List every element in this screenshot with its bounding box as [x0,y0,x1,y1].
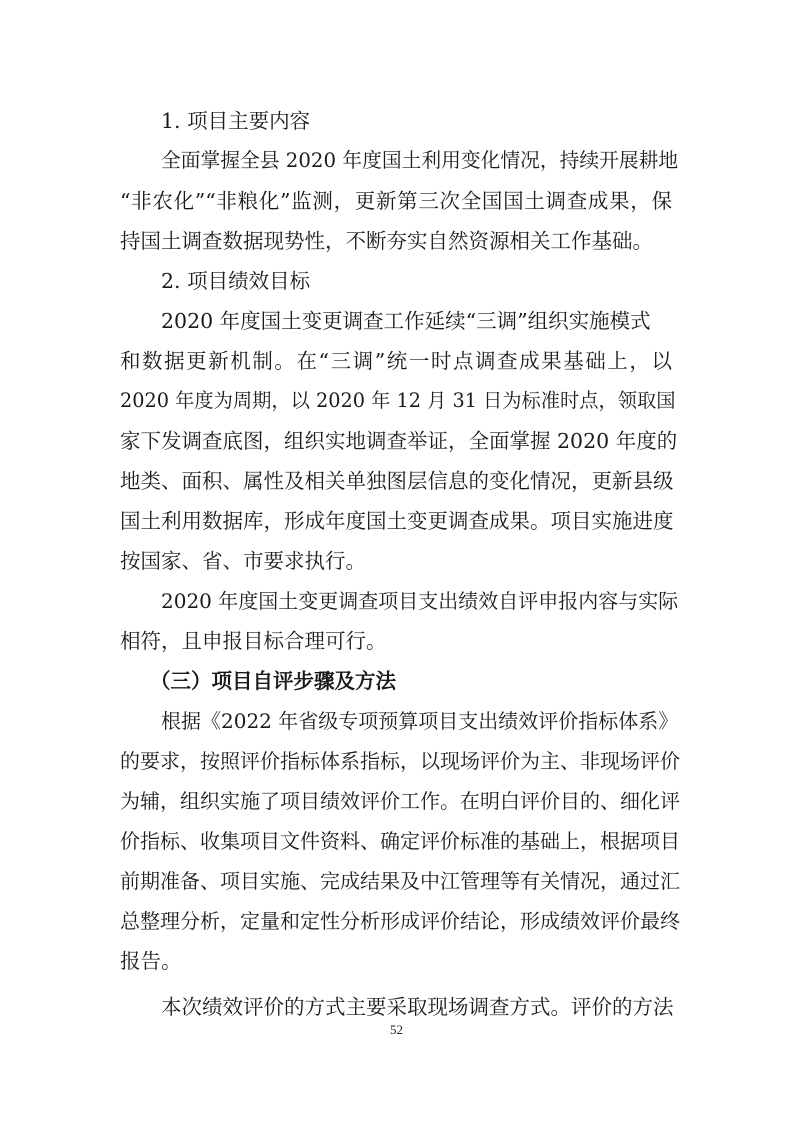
paragraph-line: 报告。 [120,949,182,973]
paragraph-line: “非农化”“非粮化”监测，更新第三次全国国土调查成果，保 [120,189,672,213]
heading-project-content: 1. 项目主要内容 [161,109,311,133]
heading-performance-goal: 2. 项目绩效目标 [161,269,311,293]
paragraph-line: 总整理分析，定量和定性分析形成评价结论，形成绩效评价最终 [120,909,680,933]
paragraph-line: 2020 年度为周期，以 2020 年 12 月 31 日为标准时点，领取国 [120,389,676,412]
paragraph-line: 本次绩效评价的方式主要采取现场调查方式。评价的方法 [161,995,674,1019]
paragraph-line: 前期准备、项目实施、完成结果及中江管理等有关情况，通过汇 [120,869,680,893]
paragraph-line: 家下发调查底图，组织实地调查举证，全面掌握 2020 年度的 [120,429,678,453]
paragraph-line: 2020 年度国土变更调查项目支出绩效自评申报内容与实际 [161,589,679,613]
paragraph-line: 全面掌握全县 2020 年度国土利用变化情况，持续开展耕地 [161,149,679,172]
paragraph-line: 相符，且申报目标合理可行。 [120,629,387,653]
paragraph-line: 持国土调查数据现势性，不断夯实自然资源相关工作基础。 [120,229,653,253]
paragraph-line: 2020 年度国土变更调查工作延续“三调”组织实施模式 [161,309,651,333]
paragraph-line: 按国家、省、市要求执行。 [120,549,366,573]
paragraph-line: 根据《2022 年省级专项预算项目支出绩效评价指标体系》 [161,709,679,733]
paragraph-line: 国土利用数据库，形成年度国土变更调查成果。项目实施进度 [120,509,674,533]
paragraph-line: 价指标、收集项目文件资料、确定评价标准的基础上，根据项目 [120,829,680,853]
page-number: 52 [390,1022,403,1037]
paragraph-line: 为辅，组织实施了项目绩效评价工作。在明白评价目的、细化评 [120,789,680,813]
paragraph-line: 地类、面积、属性及相关单独图层信息的变化情况，更新县级 [120,469,674,493]
section-heading-self-evaluation: （三）项目自评步骤及方法 [150,669,396,693]
paragraph-line: 的要求，按照评价指标体系指标，以现场评价为主、非现场评价 [120,749,680,773]
paragraph-line: 和数据更新机制。在“三调”统一时点调查成果基础上，以 [120,349,672,373]
